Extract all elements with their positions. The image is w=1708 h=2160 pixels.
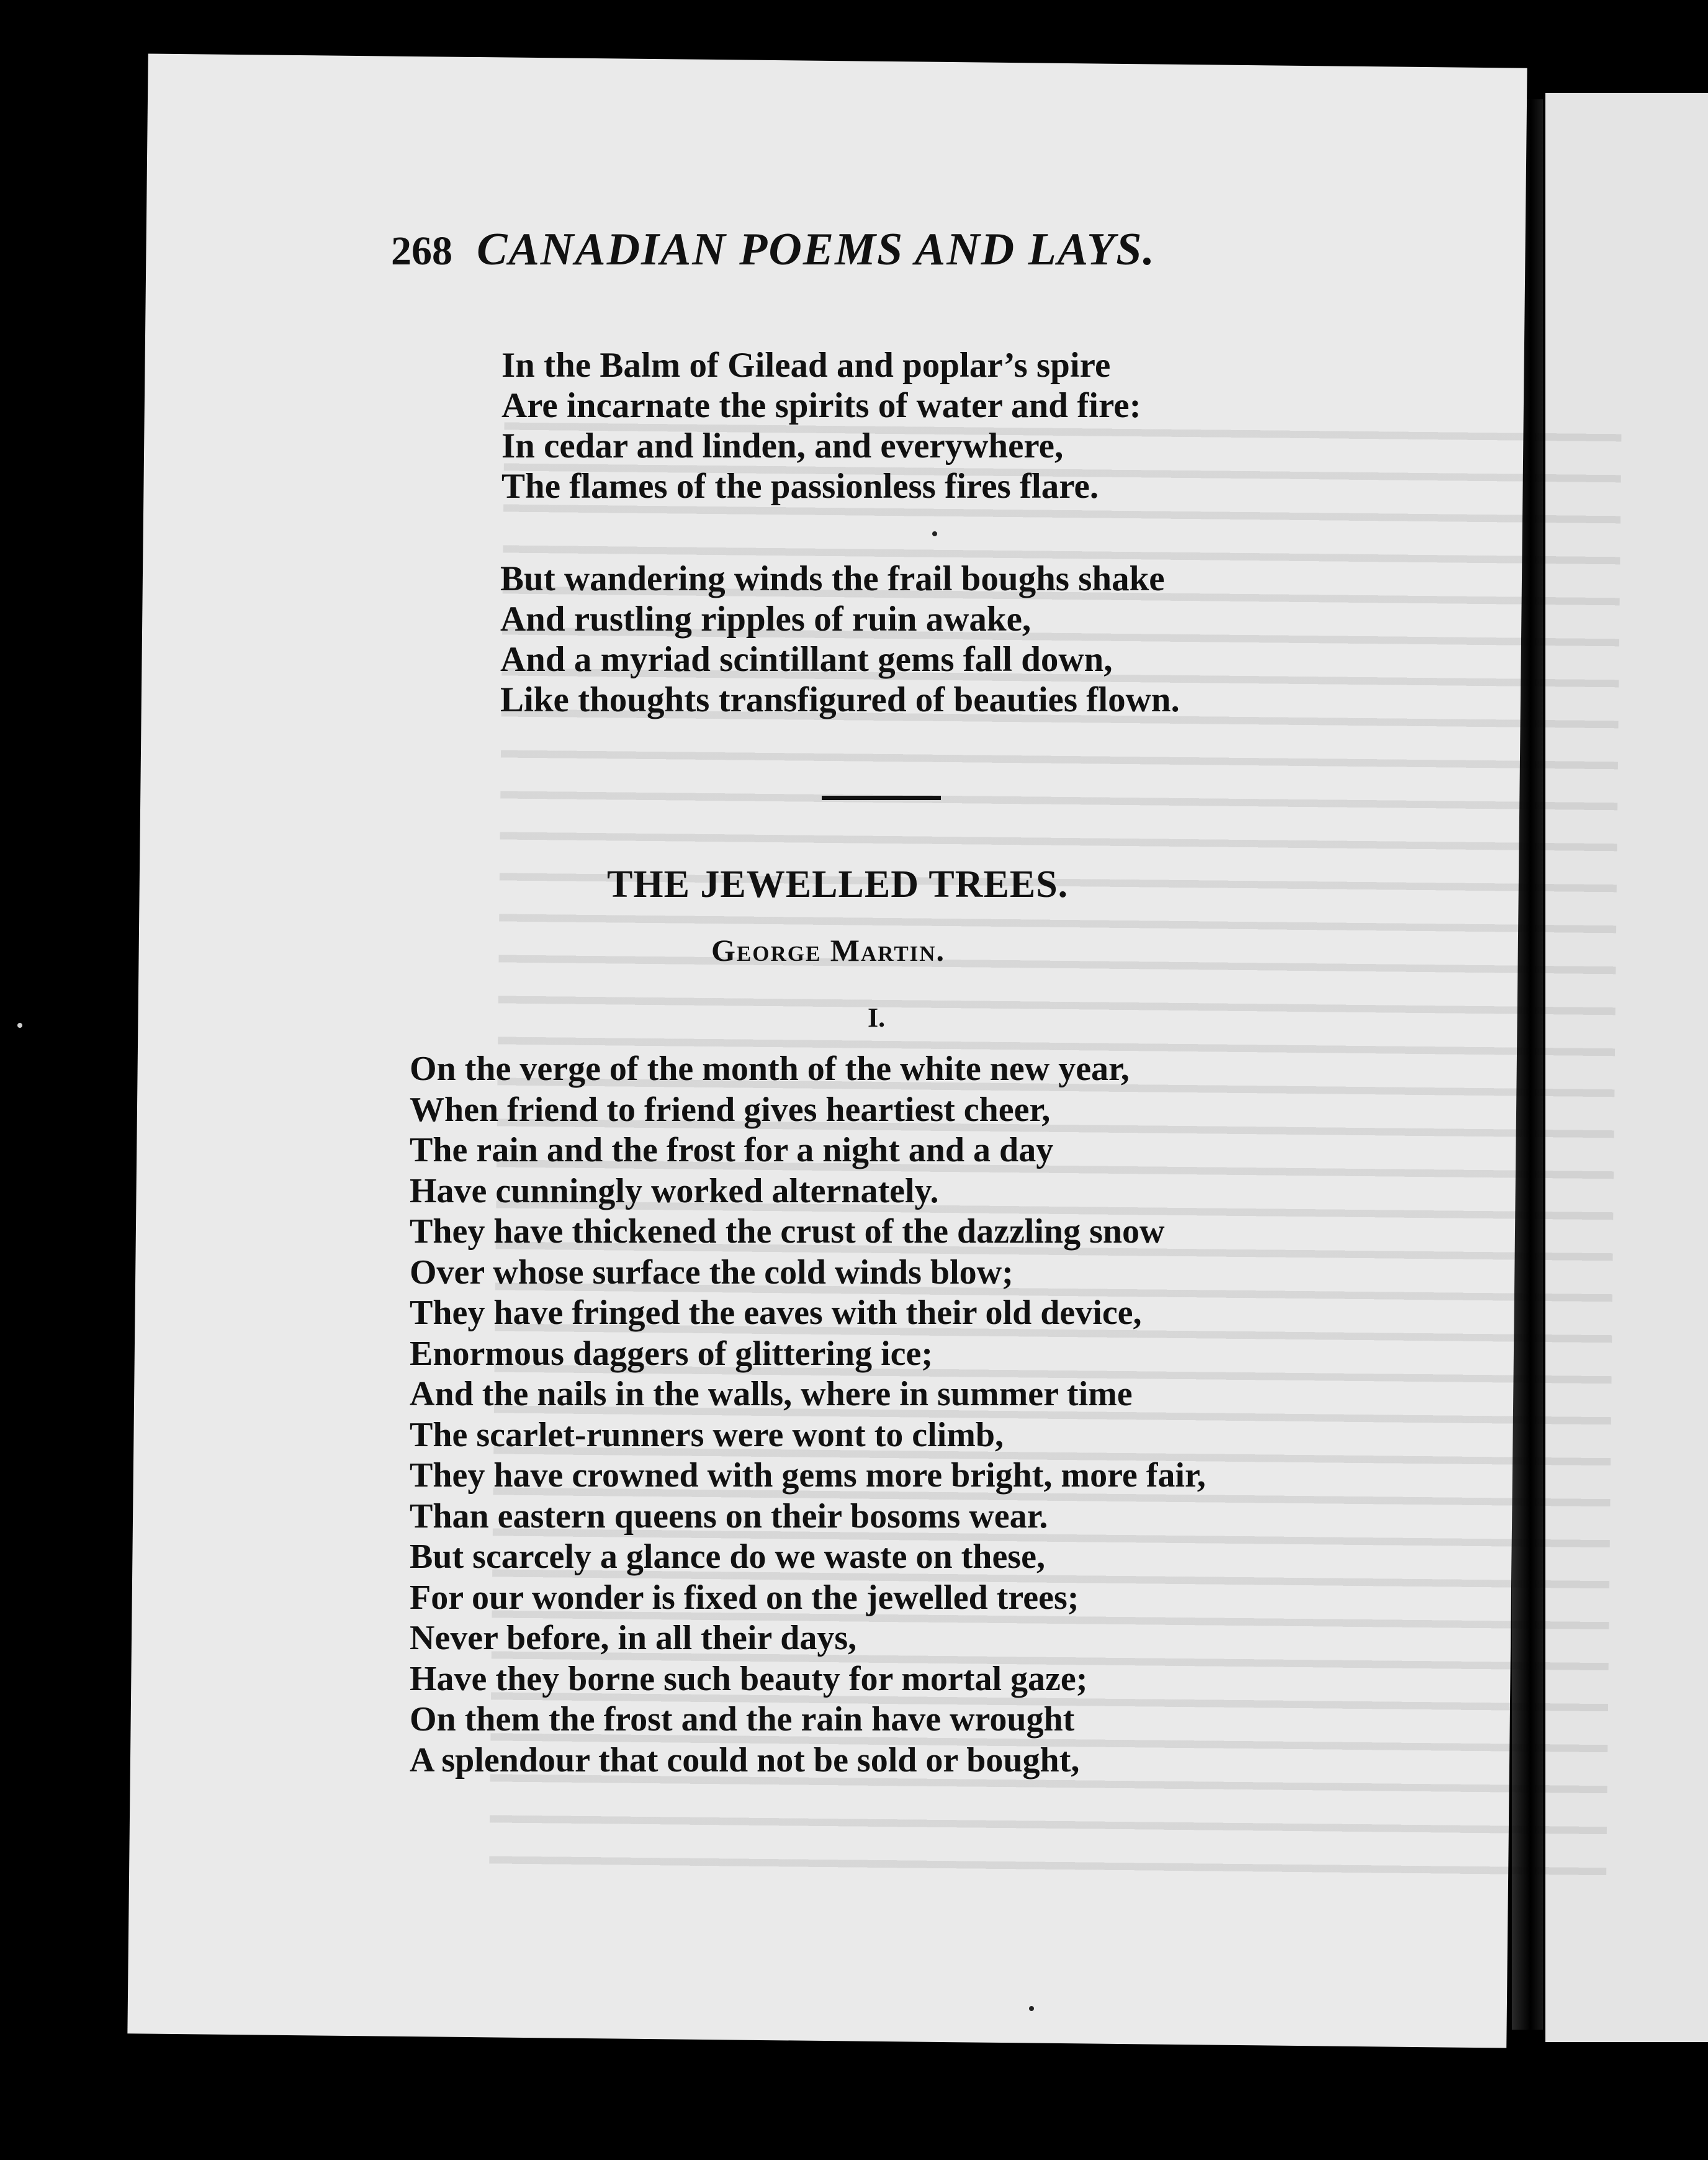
verse-line: Have they borne such beauty for mortal gaze; <box>410 1659 1088 1698</box>
verse-line: Than eastern queens on their bosoms wear. <box>410 1496 1048 1536</box>
section-numeral: I. <box>868 1002 886 1033</box>
verse-line: The scarlet-runners were wont to climb, <box>410 1415 1004 1454</box>
verse-line: A splendour that could not be sold or bought, <box>410 1740 1080 1780</box>
verse-line: Over whose surface the cold winds blow; <box>410 1253 1014 1292</box>
verse-line: They have fringed the eaves with their old device, <box>410 1294 1142 1332</box>
verse-line: They have thickened the crust of the dazzling snow <box>410 1212 1165 1251</box>
verse-line: And the nails in the walls, where in summer time <box>410 1375 1133 1413</box>
print-speck <box>932 531 937 536</box>
print-speck <box>1029 2006 1034 2011</box>
verse-line: In cedar and linden, and everywhere, <box>501 426 1064 466</box>
section-divider-rule <box>822 796 941 800</box>
poem-author: George Martin. <box>711 933 946 968</box>
running-title: CANADIAN POEMS AND LAYS. <box>477 224 1156 275</box>
verse-line: And rustling ripples of ruin awake, <box>500 600 1032 639</box>
verse-line: When friend to friend gives heartiest cheer, <box>410 1090 1051 1129</box>
verse-line: In the Balm of Gilead and poplar’s spire <box>501 346 1111 385</box>
verse-line: Enormous daggers of glittering ice; <box>410 1334 933 1373</box>
verse-line: Have cunningly worked alternately. <box>410 1171 939 1210</box>
verse-line: Are incarnate the spirits of water and fire: <box>501 386 1141 425</box>
poem-body <box>410 1049 1206 1781</box>
verse-line: They have crowned with gems more bright, more fair, <box>410 1456 1206 1495</box>
running-header <box>391 223 1310 298</box>
verse-line: The flames of the passionless fires flare. <box>501 467 1099 506</box>
verse-line: But scarcely a glance do we waste on these, <box>410 1537 1045 1576</box>
verse-line: Like thoughts transfigured of beauties flown. <box>500 680 1180 719</box>
verse-line: On them the frost and the rain have wrought <box>410 1700 1075 1739</box>
verse-line: But wandering winds the frail boughs shake <box>500 559 1165 598</box>
verse-line: On the verge of the month of the white new year, <box>410 1050 1130 1088</box>
scan-speck <box>17 1023 22 1028</box>
poem-title: THE JEWELLED TREES. <box>607 863 1069 906</box>
verse-line: The rain and the frost for a night and a day <box>410 1131 1054 1169</box>
verse-line: Never before, in all their days, <box>410 1619 857 1657</box>
verse-line: For our wonder is fixed on the jewelled trees; <box>410 1578 1079 1617</box>
stanza-previous-poem-1 <box>501 345 1141 506</box>
stanza-previous-poem-2 <box>500 559 1180 720</box>
verse-line: And a myriad scintillant gems fall down, <box>500 640 1113 679</box>
page-number: 268 <box>391 228 452 274</box>
